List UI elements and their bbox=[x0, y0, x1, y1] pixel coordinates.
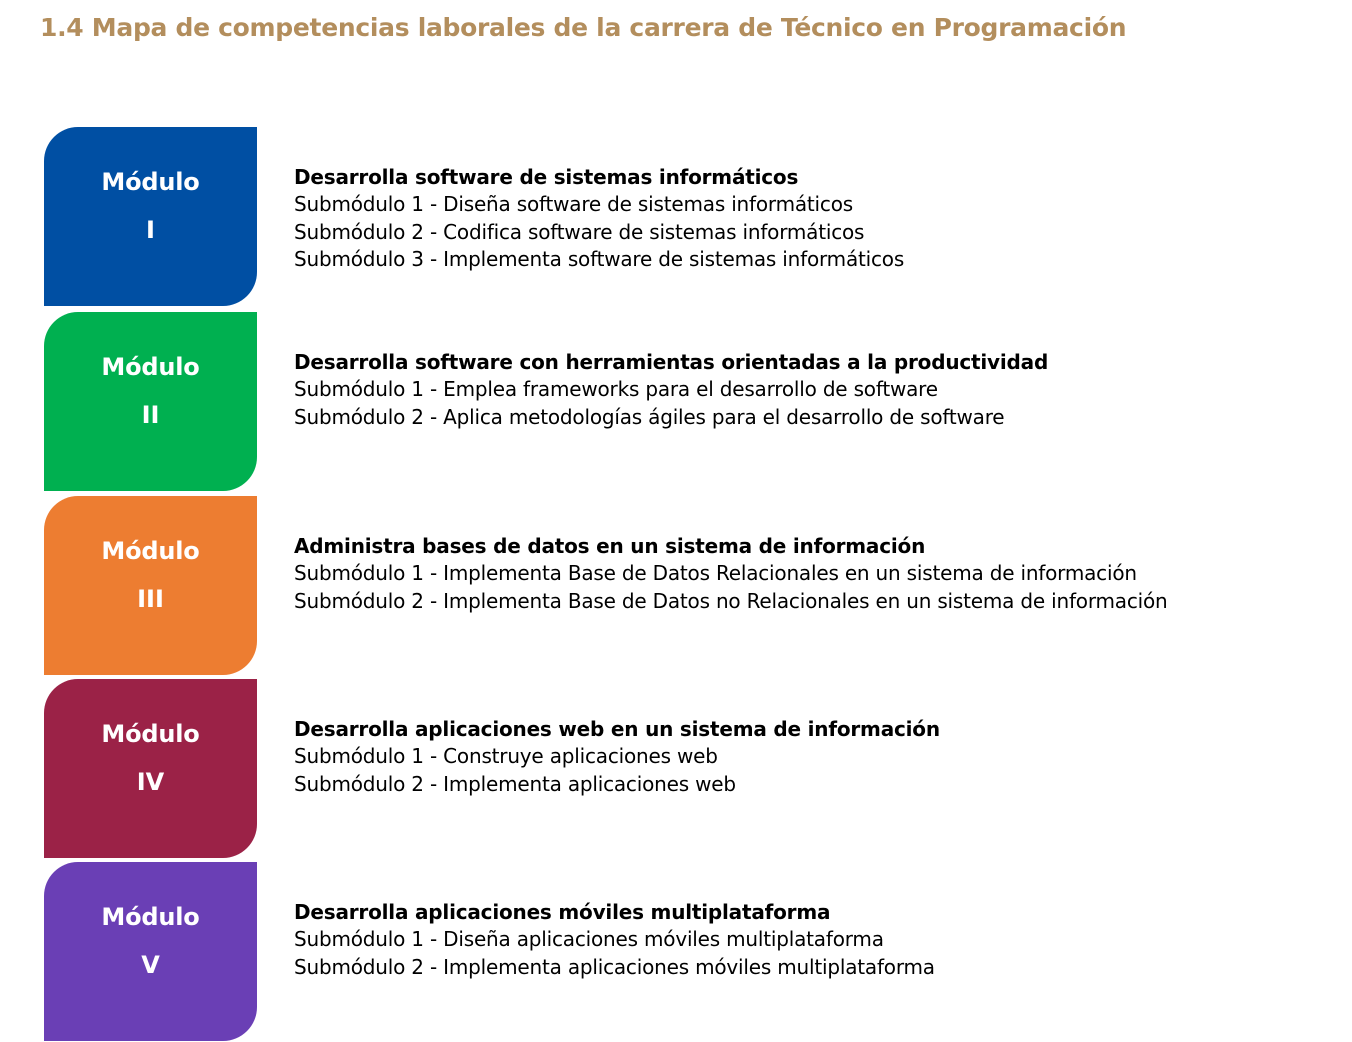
module-description-4 bbox=[294, 715, 1344, 798]
competency-title: Desarrolla software de sistemas informáticos bbox=[294, 165, 799, 189]
module-badge-1 bbox=[44, 127, 257, 306]
module-row-4 bbox=[0, 679, 1352, 859]
module-description-1 bbox=[294, 163, 1344, 274]
module-badge-2 bbox=[44, 312, 257, 491]
submodule-item: Submódulo 1 - Diseña aplicaciones móviles multiplataforma bbox=[294, 927, 884, 951]
module-numeral: I bbox=[146, 216, 155, 244]
module-badge-3 bbox=[44, 496, 257, 675]
module-badge-5 bbox=[44, 862, 257, 1041]
module-label: Módulo bbox=[101, 168, 200, 196]
module-badge-4 bbox=[44, 679, 257, 858]
module-description-3 bbox=[294, 532, 1344, 615]
competency-title: Administra bases de datos en un sistema de información bbox=[294, 534, 926, 558]
competency-title: Desarrolla aplicaciones móviles multiplataforma bbox=[294, 900, 831, 924]
module-numeral: V bbox=[141, 951, 160, 979]
module-row-2 bbox=[0, 312, 1352, 492]
submodule-item: Submódulo 1 - Diseña software de sistemas informáticos bbox=[294, 192, 853, 216]
page-title: 1.4 Mapa de competencias laborales de la carrera de Técnico en Programación bbox=[40, 13, 1127, 42]
module-numeral: II bbox=[141, 401, 160, 429]
submodule-item: Submódulo 2 - Implementa Base de Datos no Relacionales en un sistema de información bbox=[294, 588, 1168, 613]
module-description-2 bbox=[294, 348, 1344, 431]
submodule-item: Submódulo 2 - Aplica metodologías ágiles para el desarrollo de software bbox=[294, 404, 1005, 429]
module-label: Módulo bbox=[101, 537, 200, 565]
submodule-item: Submódulo 1 - Construye aplicaciones web bbox=[294, 744, 718, 768]
module-label: Módulo bbox=[101, 903, 200, 931]
submodule-item: Submódulo 1 - Emplea frameworks para el desarrollo de software bbox=[294, 377, 938, 401]
module-label: Módulo bbox=[101, 353, 200, 381]
module-numeral: IV bbox=[136, 768, 165, 796]
submodule-item: Submódulo 1 - Implementa Base de Datos Relacionales en un sistema de información bbox=[294, 561, 1137, 585]
module-row-1 bbox=[0, 127, 1352, 307]
module-row-5 bbox=[0, 862, 1352, 1042]
submodule-item: Submódulo 2 - Codifica software de sistemas informáticos bbox=[294, 219, 865, 244]
submodule-item: Submódulo 2 - Implementa aplicaciones móviles multiplataforma bbox=[294, 954, 935, 979]
submodule-item: Submódulo 3 - Implementa software de sistemas informáticos bbox=[294, 247, 905, 271]
module-description-5 bbox=[294, 898, 1344, 981]
module-label: Módulo bbox=[101, 720, 200, 748]
module-numeral: III bbox=[137, 585, 164, 613]
submodule-item: Submódulo 2 - Implementa aplicaciones web bbox=[294, 771, 736, 796]
module-row-3 bbox=[0, 496, 1352, 676]
competency-title: Desarrolla aplicaciones web en un sistema de información bbox=[294, 717, 940, 741]
competency-title: Desarrolla software con herramientas orientadas a la productividad bbox=[294, 350, 1049, 374]
